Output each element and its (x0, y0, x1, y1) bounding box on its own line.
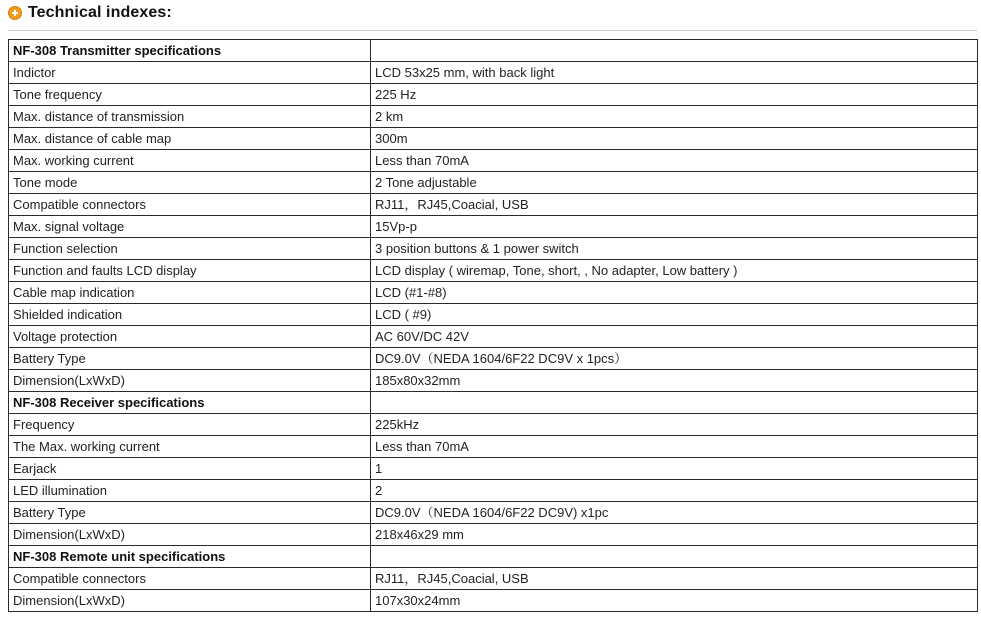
spec-value-cell: Less than 70mA (371, 436, 978, 458)
section-title-cell: NF-308 Transmitter specifications (9, 40, 371, 62)
spec-value-cell: DC9.0V（NEDA 1604/6F22 DC9V x 1pcs） (371, 348, 978, 370)
spec-label-cell: Function and faults LCD display (9, 260, 371, 282)
spec-value-cell: 3 position buttons & 1 power switch (371, 238, 978, 260)
section-header (8, 2, 172, 24)
table-row (9, 590, 978, 612)
table-row (9, 84, 978, 106)
spec-label-cell: Voltage protection (9, 326, 371, 348)
spec-value-cell: 2 km (371, 106, 978, 128)
spec-label-cell: Shielded indication (9, 304, 371, 326)
table-row (9, 172, 978, 194)
section-title: Technical indexes: (28, 4, 172, 21)
spec-value-cell: 1 (371, 458, 978, 480)
table-row (9, 282, 978, 304)
specifications-table (8, 39, 978, 612)
table-row (9, 62, 978, 84)
table-row (9, 524, 978, 546)
spec-label-cell: Dimension(LxWxD) (9, 590, 371, 612)
spec-value-cell: LCD ( #9) (371, 304, 978, 326)
table-row (9, 304, 978, 326)
spec-value-cell: Less than 70mA (371, 150, 978, 172)
section-empty-cell (371, 392, 978, 414)
table-row (9, 238, 978, 260)
spec-label-cell: Compatible connectors (9, 568, 371, 590)
spec-label-cell: Max. distance of transmission (9, 106, 371, 128)
spec-label-cell: Frequency (9, 414, 371, 436)
table-row (9, 370, 978, 392)
header-divider (8, 30, 977, 31)
table-row (9, 106, 978, 128)
section-empty-cell (371, 40, 978, 62)
section-header-row (9, 546, 978, 568)
section-header-row (9, 392, 978, 414)
spec-label-cell: Tone mode (9, 172, 371, 194)
spec-value-cell: 185x80x32mm (371, 370, 978, 392)
spec-value-cell: DC9.0V（NEDA 1604/6F22 DC9V) x1pc (371, 502, 978, 524)
table-row (9, 326, 978, 348)
spec-value-cell: 218x46x29 mm (371, 524, 978, 546)
spec-label-cell: Battery Type (9, 348, 371, 370)
spec-label-cell: Function selection (9, 238, 371, 260)
spec-value-cell: 2 (371, 480, 978, 502)
table-row (9, 414, 978, 436)
spec-value-cell: RJ11，RJ45,Coacial, USB (371, 194, 978, 216)
spec-label-cell: Max. signal voltage (9, 216, 371, 238)
table-row (9, 480, 978, 502)
spec-value-cell: AC 60V/DC 42V (371, 326, 978, 348)
table-row (9, 128, 978, 150)
spec-value-cell: LCD (#1-#8) (371, 282, 978, 304)
section-empty-cell (371, 546, 978, 568)
spec-label-cell: Earjack (9, 458, 371, 480)
spec-label-cell: Indictor (9, 62, 371, 84)
spec-value-cell: 15Vp-p (371, 216, 978, 238)
spec-value-cell: 107x30x24mm (371, 590, 978, 612)
section-header-row (9, 40, 978, 62)
spec-label-cell: Dimension(LxWxD) (9, 370, 371, 392)
spec-label-cell: Cable map indication (9, 282, 371, 304)
spec-value-cell: RJ11，RJ45,Coacial, USB (371, 568, 978, 590)
spec-label-cell: Battery Type (9, 502, 371, 524)
table-row (9, 150, 978, 172)
spec-value-cell: 300m (371, 128, 978, 150)
spec-label-cell: Dimension(LxWxD) (9, 524, 371, 546)
spec-label-cell: Max. working current (9, 150, 371, 172)
table-row (9, 458, 978, 480)
spec-value-cell: 2 Tone adjustable (371, 172, 978, 194)
spec-label-cell: LED illumination (9, 480, 371, 502)
table-row (9, 502, 978, 524)
spec-label-cell: Compatible connectors (9, 194, 371, 216)
table-row (9, 260, 978, 282)
table-row (9, 194, 978, 216)
spec-value-cell: 225 Hz (371, 84, 978, 106)
section-title-cell: NF-308 Receiver specifications (9, 392, 371, 414)
spec-value-cell: 225kHz (371, 414, 978, 436)
spec-value-cell: LCD display ( wiremap, Tone, short, , No adapter, Low battery ) (371, 260, 978, 282)
table-row (9, 568, 978, 590)
table-row (9, 216, 978, 238)
spec-label-cell: Max. distance of cable map (9, 128, 371, 150)
table-row (9, 436, 978, 458)
spec-label-cell: The Max. working current (9, 436, 371, 458)
plus-circle-icon (8, 6, 22, 20)
section-title-cell: NF-308 Remote unit specifications (9, 546, 371, 568)
table-row (9, 348, 978, 370)
spec-value-cell: LCD 53x25 mm, with back light (371, 62, 978, 84)
specifications-table-body (9, 40, 978, 612)
spec-label-cell: Tone frequency (9, 84, 371, 106)
